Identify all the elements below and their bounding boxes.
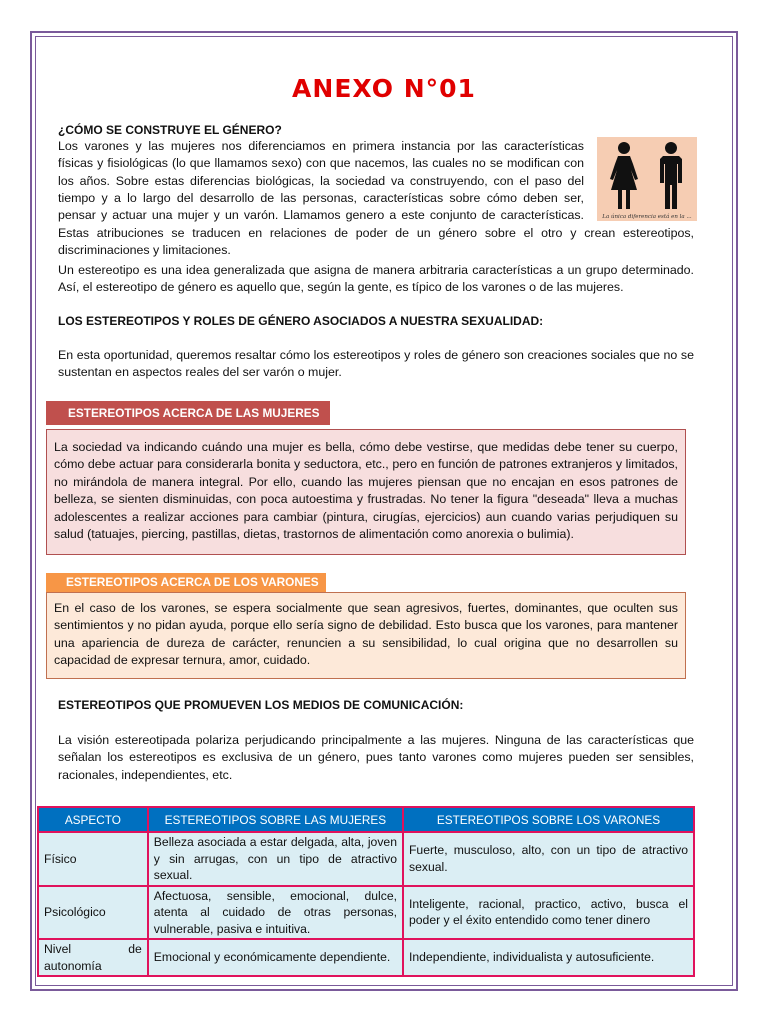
section-heading-genero: ¿CÓMO SE CONSTRUYE EL GÉNERO? <box>58 123 282 137</box>
image-caption: La única diferencia está en la ... <box>602 214 692 220</box>
woman-icon <box>610 142 638 209</box>
women-stereotypes-box: La sociedad va indicando cuándo una mujer es bella, cómo debe vestirse, que medidas debe tener su cuerpo, cómo debe actuar para considerarla bonita y seductora, etc., pero en función de patrones extranjeros y limitados, no mirándola de manera integral. Por ello, cuando las mujeres piensan que no encajan en esos patrones de belleza, se sienten disminuidas, con poca autoestima y frustradas. No tener la figura "deseada" lleva a muchas adolescentes a realizar acciones para cambiar (pintura, cirugías, ejercicios) aun cuando varias perjudiquen su salud (tatuajes, piercing, pastillas, dietas, trastornos de alimentación como anorexia o bulimia). <box>46 429 686 555</box>
stereotype-definition: Un estereotipo es una idea generalizada que asigna de manera arbitraria características a un grupo determinado. Así, el estereotipo de género es aquello que, según la gente, es típico de los varones o de las mujeres. <box>58 263 694 295</box>
intro-line: pensar y actuar una mujer y un varón. Llamamos genero a este conjunto de características. <box>58 208 584 223</box>
intro-paragraph-rest: Estas atribuciones se traducen en relaciones de poder de un género sobre el otro y crean estereotipos, discriminaciones y limitaciones. <box>58 226 694 258</box>
intro-line: tiempo y a lo largo del desarrollo de las personas, características sobre cómo deben ser, <box>58 190 584 205</box>
header-aspecto: ASPECTO <box>38 807 148 832</box>
cell-varones: Independiente, individualista y autosuficiente. <box>403 939 694 976</box>
man-icon <box>660 142 682 209</box>
intro-wrapped-text <box>58 138 584 224</box>
section-heading-sexualidad: LOS ESTEREOTIPOS Y ROLES DE GÉNERO ASOCIADOS A NUESTRA SEXUALIDAD: <box>58 314 544 328</box>
table-header-row <box>38 807 694 832</box>
women-stereotypes-tab: ESTEREOTIPOS ACERCA DE LAS MUJERES <box>46 401 330 425</box>
intro-line: los años. Sobre estas diferencias biológicas, la sociedad va construyendo, con el paso del <box>58 173 584 188</box>
header-mujeres: ESTEREOTIPOS SOBRE LAS MUJERES <box>148 807 403 832</box>
table-row <box>38 832 694 886</box>
cell-varones: Inteligente, racional, practico, activo, busca el poder y el éxito entendido como tener dinero <box>403 886 694 940</box>
table-row <box>38 886 694 940</box>
page-title: ANEXO N°01 <box>292 74 476 103</box>
medios-paragraph: La visión estereotipada polariza perjudicando principalmente a las mujeres. Ninguna de las características que señalan los estereotipos es exclusiva de un género, pues tanto varones como mujeres pueden ser sensibles, racionales, independientes, etc. <box>58 733 694 782</box>
men-stereotypes-box: En el caso de los varones, se espera socialmente que sean agresivos, fuertes, dominantes, que oculten sus sentimientos y no pidan ayuda, porque ello sería signo de debilidad. Esto busca que los varones, para mantener una apariencia de dureza de carácter, renuncien a su sensibilidad, lo cual origina que no desarrollen su capacidad de expresar ternura, amor, cuidado. <box>46 592 686 679</box>
cell-aspecto: Psicológico <box>38 886 148 940</box>
intro-line: Los varones y las mujeres nos diferenciamos en primera instancia por las características <box>58 139 584 153</box>
cell-aspecto: Físico <box>38 832 148 886</box>
men-stereotypes-tab: ESTEREOTIPOS ACERCA DE LOS VARONES <box>46 573 326 592</box>
section-heading-medios: ESTEREOTIPOS QUE PROMUEVEN LOS MEDIOS DE COMUNICACIÓN: <box>58 698 464 712</box>
cell-mujeres: Emocional y económicamente dependiente. <box>148 939 403 976</box>
gender-figures <box>597 137 697 221</box>
gender-illustration <box>597 137 697 221</box>
cell-varones: Fuerte, musculoso, alto, con un tipo de atractivo sexual. <box>403 832 694 886</box>
intro-line: físicas y fisiológicas (lo que llamamos sexo) con que nacemos, las cuales no se modifican con <box>58 156 584 171</box>
cell-mujeres: Belleza asociada a estar delgada, alta, joven y sin arrugas, con un tipo de atractivo sexual. <box>148 832 403 886</box>
cell-aspecto: Nivel de autonomía <box>38 939 148 976</box>
table-row <box>38 939 694 976</box>
sexualidad-paragraph: En esta oportunidad, queremos resaltar cómo los estereotipos y roles de género son creaciones sociales que no se sustentan en aspectos reales del ser varón o mujer. <box>58 348 694 380</box>
cell-mujeres: Afectuosa, sensible, emocional, dulce, atenta al cuidado de otras personas, vulnerable, pasiva e intuitiva. <box>148 886 403 940</box>
stereotypes-table <box>37 806 695 977</box>
header-varones: ESTEREOTIPOS SOBRE LOS VARONES <box>403 807 694 832</box>
